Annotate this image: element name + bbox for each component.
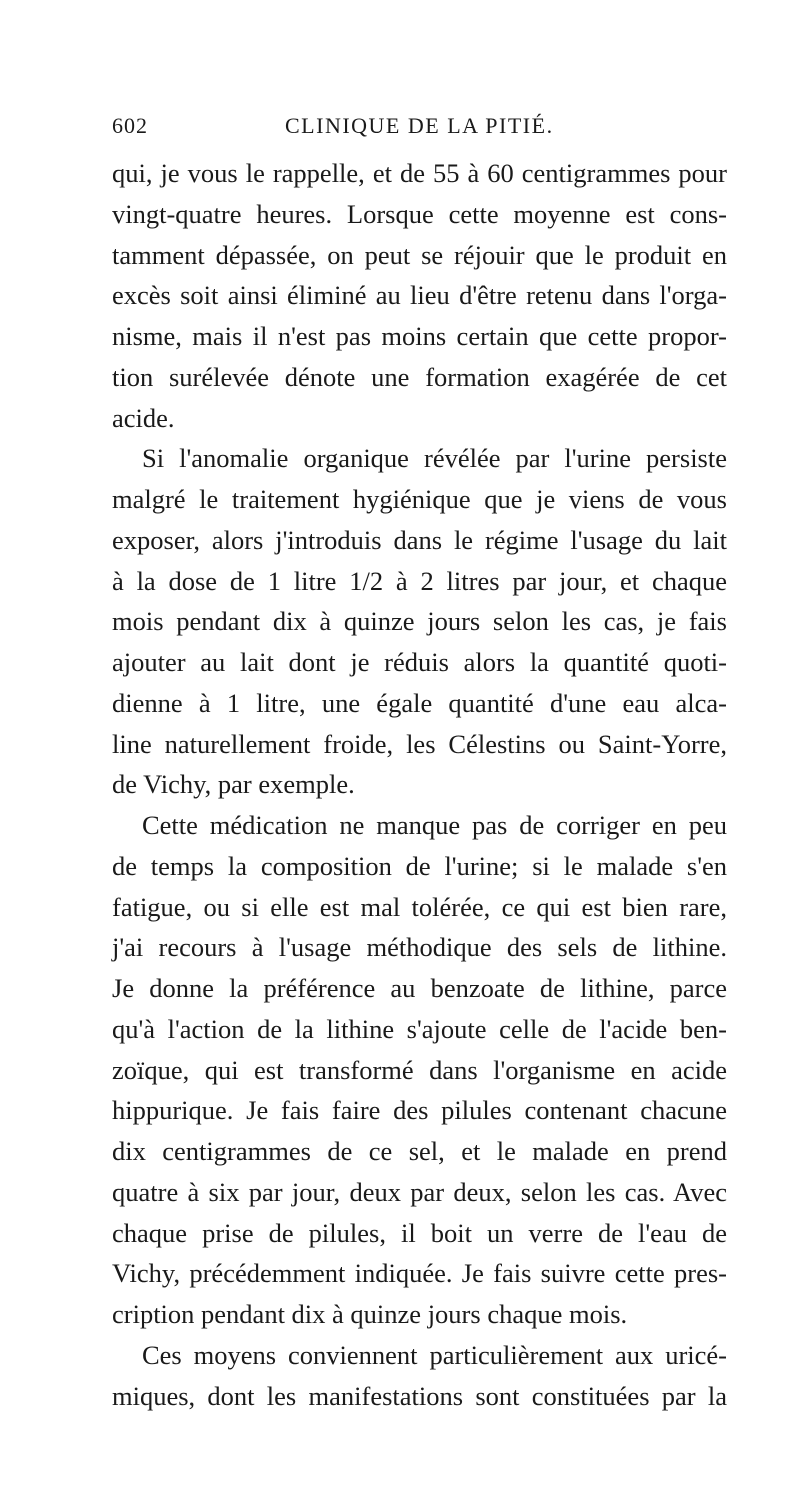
text-line: mois pendant dix à quinze jours selon les cas, je fais: [112, 606, 727, 637]
text-line: cription pendant dix à quinze jours chaque mois.: [112, 1299, 628, 1329]
text-line: malgré le traitement hygiénique que je viens de vous: [112, 484, 727, 514]
text-line: miques, dont les manifestations sont constituées par la: [112, 1380, 727, 1411]
text-line: line naturellement froide, les Célestins ou Saint-Yorre,: [112, 728, 727, 759]
running-title: CLINIQUE DE LA PITIÉ.: [285, 113, 554, 138]
page-header: [112, 113, 732, 143]
text-line: ajouter au lait dont je réduis alors la quantité quoti-: [112, 647, 727, 677]
text-line: qui, je vous le rappelle, et de 55 à 60 centigrammes pour: [112, 158, 727, 188]
text-line: j'ai recours à l'usage méthodique des sels de lithine.: [112, 932, 727, 963]
text-line: excès soit ainsi éliminé au lieu d'être retenu dans l'orga-: [112, 280, 727, 311]
text-line: zoïque, qui est transformé dans l'organisme en acide: [112, 1054, 727, 1085]
text-line: Ces moyens conviennent particulièrement aux uricé-: [142, 1339, 727, 1370]
text-line: chaque prise de pilules, il boit un verre de l'eau de: [112, 1217, 727, 1248]
text-line: quatre à six par jour, deux par deux, selon les cas. Avec: [112, 1176, 727, 1207]
page-number: 602: [112, 113, 148, 138]
text-line: qu'à l'action de la lithine s'ajoute celle de l'acide ben-: [112, 1013, 727, 1044]
text-line: dix centigrammes de ce sel, et le malade en prend: [112, 1136, 727, 1166]
text-line: Cette médication ne manque pas de corriger en peu: [142, 810, 727, 840]
text-line: dienne à 1 litre, une égale quantité d'une eau alca-: [112, 687, 727, 718]
body-text: [112, 153, 727, 1416]
text-line: vingt-quatre heures. Lorsque cette moyenne est cons-: [112, 198, 727, 229]
text-line: fatigue, ou si elle est mal tolérée, ce qui est bien rare,: [112, 891, 727, 922]
text-line: Si l'anomalie organique révélée par l'urine persiste: [142, 443, 727, 474]
text-line: de temps la composition de l'urine; si le malade s'en: [112, 850, 727, 881]
text-line: de Vichy, par exemple.: [112, 769, 355, 800]
text-line: Vichy, précédemment indiquée. Je fais suivre cette pres-: [112, 1258, 727, 1289]
text-line: tamment dépassée, on peut se réjouir que le produit en: [112, 239, 727, 270]
text-line: nisme, mais il n'est pas moins certain que cette propor-: [112, 321, 727, 351]
text-line: Je donne la préférence au benzoate de lithine, parce: [112, 973, 727, 1003]
text-line: tion surélevée dénote une formation exagérée de cet: [112, 361, 727, 392]
text-line: hippurique. Je fais faire des pilules contenant chacune: [112, 1095, 727, 1126]
text-line: acide.: [112, 402, 175, 433]
text-line: exposer, alors j'introduis dans le régime l'usage du lait: [112, 524, 727, 555]
text-line: à la dose de 1 litre 1/2 à 2 litres par jour, et chaque: [112, 565, 727, 596]
